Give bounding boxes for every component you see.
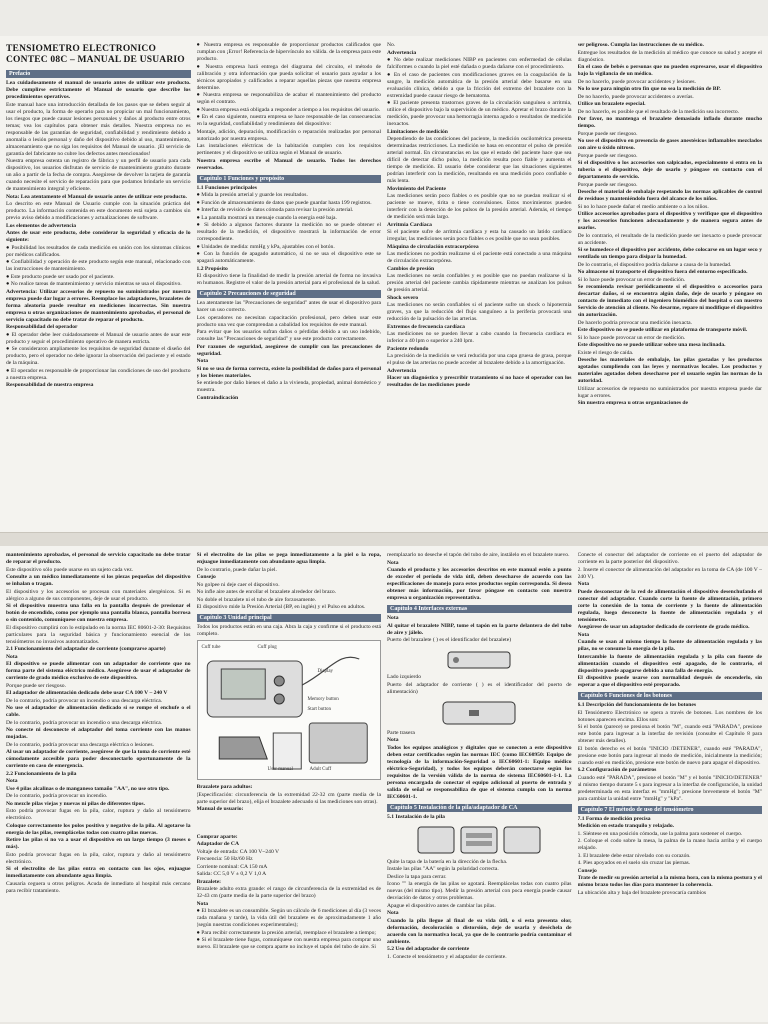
paragraph: Adaptador de CA	[196, 841, 239, 847]
paragraph: Este dispositivo no se puede utilizar en plataforma de transporte móvil.	[577, 327, 748, 333]
paragraph: Dependiendo de las condiciones del paciente, la medición oscilométrica presenta determinadas restricciones. La medición se basa en encontrar el pulso de presión arterial normal. En circunstancias en las que el estado del paciente hace que sea difícil de detectar dicho pulso, la medición resulta poco fiable y aumenta el tiempo de medición. El usuario debe considerar que las situaciones siguientes podrían interferir con la medición, resultando en una medición poco confiable o más lenta.	[387, 136, 572, 184]
paragraph: ser peligroso. Cumpla las instrucciones de su médico.	[577, 42, 704, 48]
paragraph: De lo contrario, puede dañar la piel.	[196, 566, 277, 573]
paragraph: ● Si el brazalete tiene fugas, comuníquese con nuestra empresa para comprar uno nuevo. El brazalete que se compra aparte no incluye el tapón del tubo de aire. Si	[197, 937, 382, 951]
paragraph: No almacene ni transporte el dispositivo fuera del entorno especificado.	[577, 269, 748, 275]
paragraph: Utilizar accesorios de repuesto no suministrados por nuestra empresa puede dar lugar a errores.	[577, 385, 762, 399]
section-header: Capítulo 5 Instalación de la pila/adaptador de CA	[387, 804, 572, 812]
paragraph: 4. Pies apoyados en el suelo sin cruzar las piernas.	[577, 860, 691, 866]
paragraph: Coloque correctamente los polos positivo y negativo de la pila. Al agotarse la energía de las pilas, reemplácelas todas con cuatro pilas nuevas.	[6, 822, 191, 836]
paragraph: Arritmia Cardíaca	[387, 221, 432, 228]
paragraph: Brazalete:	[196, 878, 222, 885]
paragraph: Use 4 pilas alcalinas o de manganeso tamaño "AA", no use otro tipo.	[6, 785, 170, 792]
paragraph: Nota	[577, 581, 589, 587]
paragraph: Puerto del adaptador de corriente ( ) es el identificador del puerto de alimentación)	[387, 681, 572, 695]
paragraph: Si lo hace puede provocar un error de medición.	[577, 276, 686, 283]
paragraph: Para evitar que los usuarios sufran daños o pérdidas debido a un uso indebido, consulte las "Precauciones de seguridad" y use este producto correctamente.	[196, 329, 381, 342]
paragraph: Todos los equipos analógicos y digitales que se conecten a este dispositivo deben estar certificados según las normas IEC (como IEC60950: Equipo de tecnología de la información-Seguridad o IEC60601-1: Equipo médico eléctrico-Seguridad), y todos los equipos deberán conectarse según los requisitos de la versión válida de la norma de sistema IEC60601-1-1. La persona encargada de conectar el equipo adicional al puerto de entrada y salida de señal se responsabiliza de que el sistema cumpla con la norma IEC60601-1.	[387, 744, 572, 800]
paragraph: Consulte a un médico inmediatamente si los piezas pequeñas del dispositivo se inhalan o tragan.	[6, 574, 191, 587]
paragraph: Utilice un brazalete especial.	[577, 101, 646, 107]
paragraph: 1. Conecte el tensiómetro y el adaptador de corriente.	[387, 953, 507, 960]
text-block	[6, 552, 191, 895]
paragraph: De hacerlo podría provocar una medición inexacta.	[577, 319, 692, 326]
paragraph: De lo contrario, el dispositivo podría dañarse a causa de la humedad.	[577, 261, 732, 268]
paragraph: Cuando se usan al mismo tiempo la fuente de alimentación regulada y las pilas, no se consume la energía de la pila.	[577, 639, 762, 652]
paragraph: Si el paciente sufre de arritmia cardíaca y esta ha causado un latido cardíaco irregular, las mediciones serán poco fiables o es posible que no sean posibles.	[387, 229, 572, 242]
paragraph: La ubicación alta y baja del brazalete provocaría cambios	[577, 889, 707, 896]
paragraph: De no hacerlo, puede provocar accidentes o averías.	[577, 93, 694, 100]
document-title	[6, 44, 191, 66]
paragraph: Porque puede ser riesgoso.	[6, 682, 66, 689]
paragraph: Asegúrese de usar un adaptador dedicado de corriente de grado médico.	[577, 624, 750, 630]
paragraph: Las instalaciones eléctricas de la habitación cumplen con los requisitos pertinentes y el dispositivo se utiliza según el Manual de usuario.	[196, 143, 381, 156]
section-header: Capítulo 1 Funciones y propósito	[197, 175, 382, 183]
text-block	[387, 42, 572, 389]
paragraph: No doble el brazalete ni el tubo de aire forzosamente.	[196, 596, 317, 603]
paragraph: Cuando la pila llegue al final de su vida útil, o si esta presenta olor, deformación, decoloración o distorsión, deje de usarla y deséchela de acuerdo con la normativa local, ya que de lo contrario podría contaminar el ambiente.	[387, 917, 572, 945]
paragraph: Frecuencia: 50 Hz/60 Hz	[196, 856, 253, 862]
paragraph: Los operadores no necesitan capacitación profesional, pero deben usar este producto una vez que comprendan a cabalidad los requisitos de este manual.	[196, 314, 381, 328]
paragraph: ● Confiabilidad y operación de este producto según este manual, relacionado con las instrucciones de mantenimiento.	[6, 259, 191, 273]
section-header: Capítulo 7 El método de uso del tensiómetro	[578, 806, 763, 814]
paragraph: Si el dispositivo o los accesorios son salpicados, especialmente si entra en la tubería o el dispositivo, deje de usarlo y póngase en contacto con el departamento de servicio.	[577, 160, 762, 180]
paragraph: No use el adaptador de alimentación dedicado si se rompe el enchufe o el cable.	[6, 705, 191, 718]
paragraph: Al quitar el brazalete NIBP, tome el tapón en la parte delantera de del tubo de aire y jálelo.	[387, 622, 572, 636]
paragraph: Las mediciones no serán confiables y es posible que no puedan realizarse si la presión arterial del paciente cambia rápidamente mientras se analizan los pulsos de presión arterial.	[387, 273, 572, 293]
paragraph: Consejo	[577, 867, 597, 874]
paragraph: No golpee ni deje caer el dispositivo.	[196, 581, 280, 588]
paragraph: Porque puede ser riesgoso.	[577, 130, 638, 137]
spacer	[197, 814, 382, 834]
bottom-column-1	[6, 552, 191, 1018]
paragraph: ● No realice tareas de mantenimiento y servicio mientras se usa el dispositivo.	[6, 281, 191, 288]
paragraph: 1.2 Propósito	[196, 265, 228, 272]
paragraph: Porque puede ser riesgoso.	[577, 181, 638, 188]
paragraph: De lo contrario, podría provocar un incendio o una descarga eléctrica.	[6, 719, 163, 726]
paragraph: Advertencia	[387, 367, 417, 374]
bottom-column-3	[387, 552, 572, 1018]
paragraph: Retire las pilas si no va a usar el dispositivo en un largo tiempo (3 meses o más).	[6, 837, 191, 850]
paragraph: ● No debe realizar mediciones NIBP en pacientes con enfermedad de células falciformes o cuando la piel esté dañada o pueda dañarse con el procedimiento.	[387, 57, 572, 71]
paragraph: Brazalete para adultos:	[196, 784, 253, 790]
paragraph: Manual de usuario:	[196, 806, 244, 812]
top-column-4	[578, 42, 763, 528]
paragraph: Nota	[387, 910, 399, 916]
paragraph: Lado izquierdo	[387, 674, 422, 680]
manual-sheet-bottom	[0, 546, 768, 1022]
paragraph: De lo contrario, podría provocar una descarga eléctrica o lesiones.	[6, 741, 154, 748]
paragraph: ● Si debido a algunos factores durante la medición no se puede obtener el resultado de la medición, el dispositivo mostrará la información de error correspondiente.	[197, 222, 382, 243]
paragraph: De lo contrario, podría provocar un incendio o una descarga eléctrica.	[6, 697, 163, 704]
paragraph: Nuestra empresa escribe el Manual de usuario. Todos los derechos reservados.	[196, 157, 381, 171]
paragraph: Causaría ceguera u otros peligros. Acuda de inmediato al hospital más cercano para recibir tratamiento.	[6, 880, 191, 894]
paragraph: 1.1 Funciones principales	[196, 184, 257, 191]
text-block	[197, 42, 382, 402]
paragraph: Cuando esté "PARADA", presione el botón "M" y el botón "INICIO/DETENER" al mismo tiempo durante 5 s para ingresar a la interfaz de configuración, la unidad predeterminada en esta interfaz es "mmHg"; presione brevemente el botón "M" para cambiar la unidad entre "mmHg" y "kPa".	[577, 774, 762, 802]
paragraph: De no hacerlo, puede provocar accidentes y lesiones.	[577, 78, 697, 85]
paragraph: Si el dispositivo muestra una falla en la pantalla después de presionar el botón de encendido, como por ejemplo una pantalla blanca, pantalla borrosa o sin contenido, comuníquese con nuestra empresa.	[6, 603, 191, 623]
top-column-3	[387, 42, 572, 528]
paragraph: El dispositivo mide la Presión Arterial (BP, en inglés) y el Pulso en adultos.	[196, 604, 366, 610]
paragraph: Brazalete adulto extra grande: el rango de circunferencia de la extremidad es de 32-43 cm (parte media de la parte superior del brazo)	[196, 886, 381, 899]
paragraph: ● Este producto puede ser usado por el paciente.	[6, 274, 191, 281]
figure-label: Cuff tube	[201, 645, 221, 650]
paragraph: Porque puede ser riesgoso.	[577, 152, 638, 159]
paragraph: Quite la tapa de la batería en la dirección de la flecha.	[387, 858, 508, 865]
paragraph: Este dispositivo sólo puede usarse en un sujeto cada vez.	[6, 566, 134, 573]
figure-label: Memory button	[307, 697, 339, 702]
paragraph: Si no lo hace puede dañar el medio ambiente o a los niños.	[577, 203, 709, 210]
section-header: Prefacio	[6, 70, 191, 78]
paragraph: Las mediciones serán poco fiables o es posible que no se puedan realizar si el paciente se mueve, tirita o tiene convulsiones. Estos movimientos pueden interferir con la detección de los pulsos de la presión arterial. Además, el tiempo de medición será más largo.	[387, 193, 572, 220]
paragraph: Se entiende por daño bienes el daño a la vivienda, propiedad, animal doméstico y muestra.	[196, 380, 381, 393]
paragraph: ● El operador es responsable de proporcionar las condiciones de uso del producto a nuestra empresa.	[6, 368, 191, 382]
paragraph: Entregue los resultados de la medición al médico que conoce su salud y acepte el diagnóstico.	[577, 49, 762, 63]
paragraph: Se recomienda revisar periódicamente si el dispositivo o accesorios para descartar daños, si se encuentra algún daño, deje de usarlo y póngase en contacto de inmediato con el ingeniero biomédico del hospital o con nuestro Servicio de atención al cliente. No desarme, repare ni modifique el dispositivo sin autorización.	[577, 284, 762, 318]
paragraph: ● El paciente presenta trastornos graves de la circulación sanguínea o arritmia, utilice el dispositivo bajo la supervisión de un médico. Apretar el brazo durante la medición, puede provocar una hemorragia interna agudo o resultados de medición inexactos.	[387, 100, 572, 128]
paragraph: El botón derecho es el botón "INICIO /DETENER", cuando esté "PARADA", presione este botón para ingresar al modo de medición, inicialmente la medición; cuando esté en medición, presione este botón de nuevo para apagar el dispositivo.	[577, 745, 762, 766]
paragraph: Lea atentamente las "Precauciones de seguridad" antes de usar el dispositivo para hacer un uso correcto.	[196, 300, 381, 313]
paragraph: reemplazarlo no deseche el tapón del tubo de aire, instálelo en el brazalete nuevo.	[387, 552, 570, 558]
blood-pressure-monitor-product-icon	[197, 640, 382, 780]
paragraph: Voltaje de entrada: CA 100 V~240 V	[196, 848, 280, 855]
paragraph: Lo descrito en este Manual de Usuario cumple con la situación práctica del producto. La información contenida en este documento está sujeta a cambios sin previo aviso debido a modificaciones y actualizaciones de software.	[6, 201, 191, 221]
title-line-2: CONTEC 08C – MANUAL DE USUARIO	[6, 55, 185, 65]
paragraph: Por favor, no mantenga el brazalete demasiado inflado durante mucho tiempo.	[577, 116, 762, 129]
figure-label: Start button	[307, 707, 331, 712]
paragraph: (Especificación: circunferencia de la extremidad 22-32 cm (parte media de la parte superior del brazo), elija el brazalete adecuado si las mediciones son otras).	[196, 791, 381, 805]
paragraph: Al usar un adaptador de corriente, asegúrese de que la toma de corriente esté cómodamente accesible para poder desconectarlo oportunamente de la corriente en caso de emergencia.	[6, 749, 191, 769]
paragraph: El dispositivo cumplirá con lo estipulado en la norma IEC 80601-2-30: Requisitos particulares para la seguridad básica y funcionamiento esencial de los tensiómetros no invasivos automatizados.	[6, 624, 191, 645]
paragraph: Movimiento del Paciente	[387, 185, 447, 192]
paragraph: ● Para recibir correctamente la presión arterial, reemplace el brazalete a tiempo;	[197, 930, 382, 937]
battery-compartment-icon	[387, 823, 572, 857]
paragraph: 2. Coloque el codo sobre la mesa, la palma de la mano hacia arriba y el cuerpo relajado.	[577, 838, 762, 851]
paragraph: Utilice accesorios aprobados para el dispositivo y verifique que el dispositivo y los accesorios funcionen adecuadamente y de manera segura antes de usarlos.	[577, 211, 762, 231]
paragraph: Responsabilidad del operador	[6, 324, 78, 330]
paragraph: ● El brazalete es un consumible. Según un cálculo de 6 mediciones al día (3 veces cada mañana y tarde), la vida útil del brazalete es de aproximadamente 1 año (según nuestras condiciones experimentales);	[197, 908, 382, 929]
paragraph: Nota	[196, 358, 208, 364]
paragraph: Cuando el producto y los accesorios descritos en este manual estén a punto de exceder el período de vida útil, deben desecharse de acuerdo con las especificaciones de manejo para estos productos según corresponda. Si desea obtener más información, por favor póngase en contacto con nuestra empresa u organización representativa.	[387, 567, 572, 601]
paragraph: Esto podría provocar fugas en la pila, calor, ruptura y daño al tensiómetro electrónico.	[6, 851, 191, 865]
paragraph: 3. El brazalete debe estar nivelado con su corazón.	[577, 852, 691, 859]
paragraph: ● Unidades de medida: mmHg y kPa, ajustables con el botón.	[197, 244, 382, 251]
paragraph: mantenimiento aprobadas, el personal de servicio capacitado no debe tratar de reparar el producto.	[6, 552, 191, 565]
device-back-view-icon	[387, 698, 572, 728]
paragraph: Advertencia	[387, 49, 417, 56]
paragraph: ● Con la función de apagado automático, si no se usa el dispositivo este se apagará automáticamente.	[197, 251, 382, 265]
paragraph: Si el botón (parece) se presiona el botón "M", cuando está "PARADA", presione este botón para ingresar a la interfaz de revisión (consulte el Capítulo 8 para obtener más detalles).	[577, 724, 762, 744]
paragraph: Nota	[387, 737, 399, 743]
paragraph: Las mediciones no serán confiables si el paciente sufre un shock o hipotermia graves, ya que la reducción del flujo sanguíneo a la periferia provocará una reducción de la pulsación de las arterias.	[387, 302, 572, 322]
paragraph: Por razones de seguridad, asegúrese de cumplir con las precauciones de seguridad.	[196, 343, 381, 357]
paragraph: Nota	[577, 631, 589, 638]
paragraph: No.	[387, 42, 396, 48]
paragraph: Deslice la tapa para cerrar.	[387, 873, 447, 880]
paragraph: 2.2 Funcionamiento de la pila	[6, 770, 77, 777]
text-block	[578, 42, 763, 407]
paragraph: El dispositivo y los accesorios se procesan con materiales alergénicos. Si es alérgico a alguno de sus componentes, deje de usar el producto.	[6, 588, 191, 602]
paragraph: Nota	[6, 653, 18, 660]
paragraph: Comprar aparte:	[196, 833, 238, 840]
text-block	[197, 552, 382, 951]
paragraph: Salida: CC 5,0 V ± 0,2 V 1,0 A	[196, 871, 267, 877]
paragraph: 7.1 Forma de medición precisa	[577, 815, 651, 822]
figure-label: Adult Cuff	[309, 767, 332, 772]
paragraph: Puede desconectar de la red de alimentación el dispositivo desenchufando el conector del adaptador. Cuando corte la fuente de alimentación, primero corte la conexión de la toma de corriente y la fuente de alimentación regulada, luego desconecte la fuente de alimentación regulada y el tensiómetro.	[577, 588, 762, 623]
section-header: Capítulo 3 Unidad principal	[197, 614, 382, 622]
paragraph: Esto podría provocar fugas en la pila, calor, ruptura y daño al tensiómetro electrónico.	[6, 808, 191, 821]
paragraph: El dispositivo se puede alimentar con un adaptador de corriente que no forma parte del sistema eléctrico médico. Asegúrese de usar el adaptador de corriente de grado médico exclusivo de este dispositivo.	[6, 661, 191, 681]
bottom-column-4	[578, 552, 763, 1018]
text-block	[387, 552, 572, 961]
paragraph: De no hacerlo, es posible que el resultado de la medición sea incorrecto.	[577, 108, 740, 115]
paragraph: No mezcle pilas viejas y nuevas ni pilas de diferentes tipos.	[6, 800, 145, 807]
paragraph: No lo use para ningún otro fin que no sea la medición de BP.	[577, 86, 721, 92]
paragraph: ● En el caso siguiente, nuestra empresa se hace responsable de las consecuencias en la seguridad, confiabilidad y rendimiento del dispositivo:	[197, 114, 382, 128]
paragraph: Responsabilidad de nuestra empresa	[6, 382, 94, 388]
paragraph: De lo contrario, el resultado de la medición puede ser inexacto o puede provocar un accidente.	[577, 232, 762, 246]
paragraph: Cambios de presión	[387, 265, 435, 272]
paragraph: Montaje, adición, depuración, modificación o reparación realizadas por personal autorizado por nuestra empresa.	[196, 128, 381, 142]
paragraph: Extremos de frecuencia cardíaca	[387, 323, 465, 330]
paragraph: Máquina de circulación extracorpórea	[387, 243, 479, 250]
paragraph: Puerto del brazalete ( ) es el identificador del brazalete)	[387, 637, 512, 643]
paragraph: Nota	[387, 559, 399, 566]
paragraph: Deseche los materiales de embalaje, las pilas gastadas y los productos agotados cumpliendo con las leyes y normativas locales. Los productos y materiales agotados deben desecharse por el usuario según las normas de la autoridad.	[577, 357, 762, 384]
text-block	[578, 552, 763, 897]
paragraph: ● La pantalla mostrará un mensaje cuando la energía esté baja.	[197, 215, 382, 222]
paragraph: ● Función de almacenamiento de datos que puede guardar hasta 199 registros.	[197, 200, 382, 207]
paragraph: Conecte el conector del adaptador de corriente en el puerto del adaptador de corriente en la parte posterior del dispositivo.	[577, 552, 762, 565]
paragraph: Las mediciones no podrán realizarse si el paciente está conectado a una máquina de circulación extracorpórea.	[387, 251, 572, 264]
paragraph: Sin nuestra empresa u otras organizaciones de	[577, 400, 689, 406]
paragraph: Antes de usar este producto, debe considerar la seguridad y eficacia de lo siguiente:	[6, 230, 191, 243]
paragraph: Nota	[196, 900, 208, 907]
figure-label: User manual	[267, 767, 293, 772]
paragraph: 6.1 Descripción del funcionamiento de los botones	[577, 702, 697, 708]
paragraph: 2. Inserte el conector de alimentación del adaptador en la toma de CA (de 100 V – 240 V).	[577, 566, 762, 580]
paragraph: Instale las pilas "AA" según la polaridad correcta.	[387, 866, 499, 872]
paragraph: Nota: Lea atentamente el Manual de usuario antes de utilizar este producto.	[6, 193, 187, 200]
section-header: Capítulo 6 Funciones de los botones	[578, 692, 763, 700]
paragraph: Icono "" la energía de las pilas se agotará. Reemplácelas todas con cuatro pilas nuevas (del mismo tipo). Medir la presión arterial con poca energía puede causar desviación de datos y otros problemas.	[387, 881, 572, 901]
paragraph: Si se humedece el dispositivo por accidente, debe colocarse en un lugar seco y ventilado un tiempo para disipar la humedad.	[577, 247, 762, 260]
paragraph: Hacer un diagnóstico y prescribir tratamiento sí no hace el operador con los resultados de las mediciones puede	[387, 375, 572, 388]
manual-sheet-top	[0, 36, 768, 532]
paragraph: Si el electrolito de las pilas entra en contacto con los ojos, enjuague inmediatamente con abundante agua limpia.	[6, 866, 191, 879]
paragraph: 5.1 Instalación de la pila	[387, 813, 445, 820]
paragraph: Nota	[6, 778, 18, 784]
paragraph: Shock severo	[387, 294, 419, 301]
paragraph: Medición en estado tranquilo y relajado.	[577, 823, 675, 829]
paragraph: ● Nuestra empresa hará entrega del diagrama del circuito, el método de calibración y otra información que pueda solicitar el usuario para ayudar a los técnicos apropiados y calificados a reparar aquellas piezas que nuestra empresa determine.	[197, 64, 382, 92]
paragraph: El adaptador de alimentación dedicado debe usar CA 100 V – 240 V	[6, 690, 168, 696]
figure-label: Cuff plug	[257, 645, 277, 650]
figure-label: Display	[317, 669, 334, 674]
paragraph: Nuestra empresa ostenta un registro de fábrica y un perfil de usuario para cada dispositivo, los usuarios disfrutan de servicio de mantenimiento gratuito durante un año a partir de la fecha de compra. Asegúrese de devolver la tarjeta de garantía cuando necesite el servicio de reparación para que podamos brindarle un servicio de mantenimiento integral y eficiente.	[6, 158, 191, 192]
paragraph: Deseche el material de embalaje respetando las normas aplicables de control de residuos y manteniéndolo fuera del alcance de los niños.	[577, 189, 762, 202]
top-column-2	[197, 42, 382, 528]
paragraph: Lea cuidadosamente el manual de usuario antes de utilizar este producto. Debe cumplirse estrictamente el Manual de usuario que describe los procedimientos operativos.	[6, 80, 191, 100]
paragraph: Los elementos de advertencia	[6, 222, 77, 229]
paragraph: El dispositivo puede usarse con normalidad después de encenderlo, sin esperar a que el dispositivo esté preparado.	[577, 675, 762, 688]
paragraph: ● El operador debe leer cuidadosamente el Manual de usuario antes de usar este producto y seguir el procedimiento operativo de manera estricta.	[6, 332, 191, 346]
paragraph: La precisión de la medición se verá reducida por una capa gruesa de grasa, porque el pulso de las arterias no puede acceder al brazalete debido a la amortiguación.	[387, 353, 572, 366]
paragraph: En el caso de bebés o personas que no pueden expresarse, usar el dispositivo bajo la vigilancia de un médico.	[577, 64, 762, 77]
paragraph: Este manual hace una introducción detallada de los pasos que se deben seguir al usar el producto, la forma de operarlo para no propiciar un mal funcionamiento, los riesgos que puede causar lesiones personales y daños al producto entre otros temas; vea los capítulos para obtener más detalles. Nuestra empresa no es responsable de las garantías de seguridad, confiabilidad y rendimiento debido a anomalía o lesión personal y daño del dispositivo debido al uso, mantenimiento, almacenamiento que no siga los requisitos del Manual de usuario. ¡El servicio de garantía del fabricante no cubre los defectos antes mencionados!	[6, 101, 191, 157]
paragraph: Intercambie la fuente de alimentación regulada y la pila con fuente de alimentación cuando el dispositivo esté apagado, de lo contrario, el dispositivo puede apagarse debido a una falla de energía.	[577, 653, 762, 674]
paragraph: ● Se consideraron ampliamente los requisitos de seguridad durante el diseño del producto, pero el operador no debe ignorar la observación del paciente y el estado de la máquina.	[6, 346, 191, 367]
text-block	[6, 80, 191, 389]
section-header: Capítulo 4 Interfaces externas	[387, 605, 572, 613]
bottom-column-2	[197, 552, 382, 1018]
paragraph: No infle aire antes de enrollar el brazalete alrededor del brazo.	[196, 589, 337, 595]
paragraph: ● Interfaz de revisión de datos cómoda para revisar la presión arterial.	[197, 207, 382, 214]
paragraph: ● Posibilidad los resultados de cada medición en unión con los síntomas clínicos por médicos calificados.	[6, 245, 191, 259]
paragraph: ● Mida la presión arterial y guarde los resultados.	[197, 192, 382, 199]
paragraph: No conecte ni desconecte el adaptador del toma corriente con las manos mojadas.	[6, 727, 191, 740]
paragraph: ● Nuestra empresa se responsabiliza de acabar el mantenimiento del producto según el contrato.	[197, 92, 382, 106]
paragraph: Trate de medir su presión arterial a la misma hora, con la misma postura y el mismo brazo todos los días para mantener la coherencia.	[577, 875, 762, 888]
paragraph: ● En el caso de pacientes con modificaciones graves en la coagulación de la sangre, la medición automática de la presión arterial debe basarse en una evaluación clínica, debido a que la fricción del extremo del brazalete con la extremidad puede causar riesgo de hematoma.	[387, 72, 572, 100]
paragraph: 6.2 Configuración de parámetros	[577, 767, 657, 773]
table-surface	[0, 0, 768, 36]
paragraph: Si el electrolito de las pilas se pega inmediatamente a la piel o la ropa, enjuague inmediatamente con abundante agua limpia.	[196, 552, 381, 565]
top-column-1	[6, 42, 191, 528]
paragraph: Consejo	[196, 574, 216, 580]
paragraph: Limitaciones de medición	[387, 128, 448, 135]
device-illustration	[198, 641, 381, 779]
paragraph: Nota	[387, 615, 399, 621]
paragraph: El dispositivo tiene la finalidad de medir la presión arterial de forma no invasiva en humanos. Registre el valor de la presión arterial para el profesional de la salud.	[196, 273, 381, 286]
paragraph: Paciente redondo	[387, 345, 429, 352]
paragraph: ● Nuestra empresa es responsable de proporcionar productos calificados que cumplan con ¡Error! Referencia de hipervínculo no válida. de la empresa para este producto.	[197, 42, 382, 63]
paragraph: 2.1 Funcionamiento del adaptador de corriente (comprarse aparte)	[6, 646, 166, 652]
paragraph: Corriente nominal: CA 150 mA	[196, 863, 268, 870]
paragraph: Apague el dispositivo antes de cambiar las pilas.	[387, 902, 496, 909]
device-side-view-icon	[387, 646, 572, 672]
section-header: Capítulo 2 Precauciones de seguridad	[197, 290, 382, 298]
paragraph: 1. Siéntese en una posición cómoda, use la palma para sostener el cuerpo.	[577, 830, 743, 837]
paragraph: Si lo hace puede provocar un error de medición.	[577, 334, 686, 341]
paragraph: El Tensiómetro Electrónico se opera a través de botones. Los nombres de los botones aparecen encima. Ellos son:	[577, 709, 762, 723]
paragraph: Este dispositivo no se puede utilizar sobre una mesa inclinada.	[577, 342, 726, 348]
title-line-1: TENSIOMETRO ELECTRONICO	[6, 44, 157, 54]
paragraph: Advertencia: Utilizar accesorios de repuesto no suministrados por nuestra empresa puede dar lugar a errores. Reemplace los adaptadores, brazaletes de forma aleatoria puede resultar en mediciones incorrectas. Sin nuestra empresa u otras organizaciones de mantenimiento aprobadas, el personal de servicio capacitado no debe tratar de reparar el producto.	[6, 288, 191, 323]
paragraph: ● Nuestra empresa está obligada a responder a tiempo a los requisitos del usuario.	[197, 107, 382, 114]
paragraph: Contraindicación	[196, 394, 239, 401]
paragraph: Todos los productos están en una caja. Abra la caja y confirme si el producto está completo.	[196, 624, 381, 637]
paragraph: No use el dispositivo en presencia de gases anestésicos inflamables mezclados con aire u óxido nitroso.	[577, 138, 762, 151]
paragraph: Las mediciones no se pueden llevar a cabo cuando la frecuencia cardíaca es inferior a 40 lpm o superior a 240 lpm.	[387, 331, 572, 344]
paragraph: Parte trasera	[387, 729, 415, 736]
paragraph: Existe el riesgo de caída.	[577, 349, 634, 356]
paragraph: De lo contrario, podría provocar un incendio.	[6, 793, 108, 799]
paragraph: 5.2 Uso del adaptador de corriente	[387, 946, 470, 952]
paragraph: Si no se usa de forma correcta, existe la posibilidad de daños para el personal y los bienes materiales.	[196, 365, 381, 379]
